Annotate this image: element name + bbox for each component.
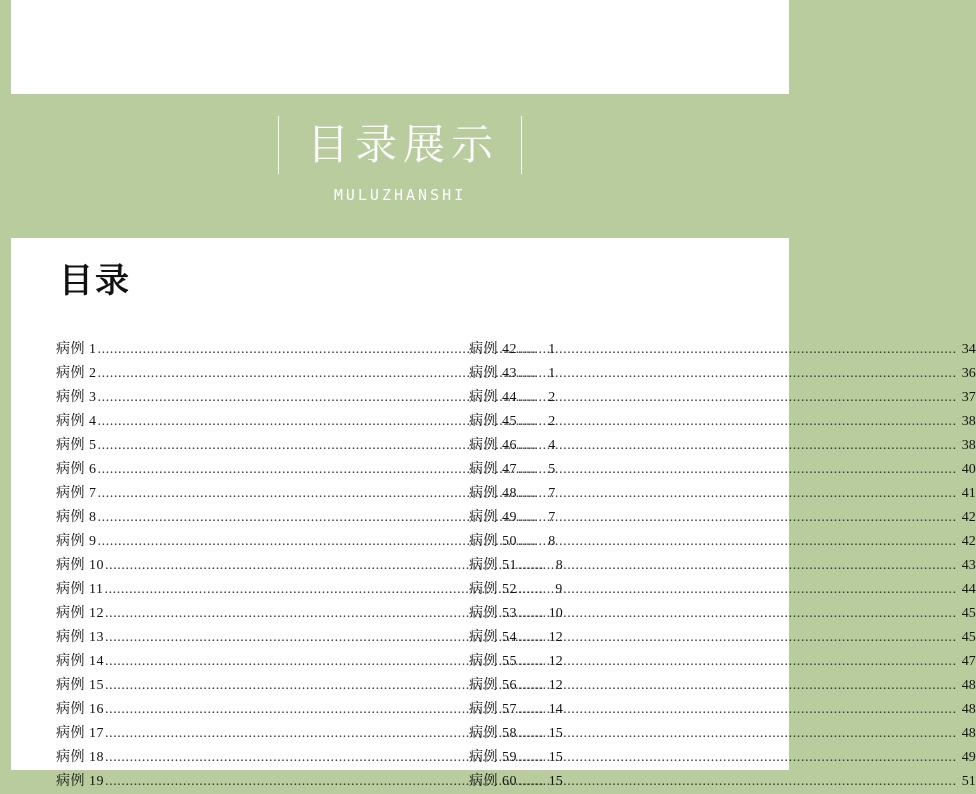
toc-entry-page-number: 51 — [961, 774, 976, 789]
toc-entry-label: 病例 14 — [56, 654, 104, 669]
toc-entry-page-number: 42 — [961, 510, 976, 525]
toc-dot-leader — [518, 362, 957, 386]
toc-entry[interactable] — [469, 458, 976, 482]
toc-entry-page-number: 15 — [548, 774, 563, 789]
toc-dot-leader — [518, 602, 957, 626]
toc-entry-label: 病例 2 — [56, 366, 97, 381]
toc-entry-page-number: 40 — [961, 462, 976, 477]
toc-entry[interactable] — [469, 770, 976, 794]
toc-entry-page-number: 44 — [961, 582, 976, 597]
toc-columns — [11, 338, 976, 794]
toc-entry-page-number: 12 — [548, 654, 563, 669]
toc-entry-label: 病例 59 — [469, 750, 517, 765]
toc-entry-page-number: 15 — [548, 750, 563, 765]
toc-entry-page-number: 49 — [961, 750, 976, 765]
toc-entry-label: 病例 7 — [56, 486, 97, 501]
toc-entry-label: 病例 4 — [56, 414, 97, 429]
toc-entry[interactable] — [469, 554, 976, 578]
toc-dot-leader — [518, 626, 957, 650]
toc-entry-page-number: 48 — [961, 726, 976, 741]
toc-entry-page-number: 38 — [961, 414, 976, 429]
toc-entry-page-number: 34 — [961, 342, 976, 357]
toc-entry[interactable] — [469, 338, 976, 362]
toc-entry-page-number: 12 — [548, 630, 563, 645]
toc-entry-label: 病例 60 — [469, 774, 517, 789]
toc-entry-label: 病例 52 — [469, 582, 517, 597]
toc-entry[interactable] — [469, 746, 976, 770]
toc-entry-label: 病例 13 — [56, 630, 104, 645]
toc-entry-label: 病例 46 — [469, 438, 517, 453]
toc-entry-label: 病例 45 — [469, 414, 517, 429]
toc-entry-page-number: 48 — [961, 702, 976, 717]
toc-entry[interactable] — [469, 626, 976, 650]
hero-right-rule — [521, 116, 522, 174]
toc-entry-page-number: 45 — [961, 630, 976, 645]
toc-entry[interactable] — [469, 434, 976, 458]
toc-entry[interactable] — [469, 362, 976, 386]
toc-dot-leader — [518, 674, 957, 698]
toc-entry-label: 病例 50 — [469, 534, 517, 549]
toc-heading: 目录 — [59, 261, 131, 301]
toc-entry-label: 病例 16 — [56, 702, 104, 717]
toc-entry[interactable] — [469, 578, 976, 602]
toc-entry[interactable] — [469, 410, 976, 434]
toc-entry-label: 病例 3 — [56, 390, 97, 405]
toc-entry[interactable] — [469, 674, 976, 698]
toc-entry-label: 病例 15 — [56, 678, 104, 693]
toc-entry-label: 病例 51 — [469, 558, 517, 573]
toc-dot-leader — [518, 458, 957, 482]
toc-entry-label: 病例 49 — [469, 510, 517, 525]
toc-entry-page-number: 2 — [548, 414, 556, 429]
toc-entry-page-number: 41 — [961, 486, 976, 501]
toc-dot-leader — [518, 698, 957, 722]
toc-entry-label: 病例 53 — [469, 606, 517, 621]
toc-entry-label: 病例 12 — [56, 606, 104, 621]
toc-entry-label: 病例 18 — [56, 750, 104, 765]
toc-entry-label: 病例 17 — [56, 726, 104, 741]
toc-dot-leader — [518, 746, 957, 770]
toc-dot-leader — [518, 578, 957, 602]
toc-entry-page-number: 7 — [548, 510, 556, 525]
toc-dot-leader — [518, 386, 957, 410]
toc-dot-leader — [518, 482, 957, 506]
toc-dot-leader — [518, 530, 957, 554]
toc-entry-label: 病例 58 — [469, 726, 517, 741]
toc-entry-label: 病例 56 — [469, 678, 517, 693]
toc-dot-leader — [518, 434, 957, 458]
top-white-band — [11, 0, 789, 94]
toc-entry-label: 病例 10 — [56, 558, 104, 573]
toc-entry-label: 病例 54 — [469, 630, 517, 645]
toc-entry-page-number: 8 — [555, 558, 563, 573]
toc-entry-page-number: 12 — [548, 678, 563, 693]
toc-entry[interactable] — [469, 650, 976, 674]
toc-entry-page-number: 14 — [548, 702, 563, 717]
toc-entry-label: 病例 8 — [56, 510, 97, 525]
toc-entry-page-number: 15 — [548, 726, 563, 741]
toc-dot-leader — [518, 338, 957, 362]
toc-column-right — [452, 338, 976, 794]
toc-entry-page-number: 10 — [548, 606, 563, 621]
toc-entry[interactable] — [469, 386, 976, 410]
clipped-page-heading — [11, 0, 789, 4]
toc-entry[interactable] — [469, 722, 976, 746]
toc-entry[interactable] — [469, 482, 976, 506]
toc-entry-label: 病例 11 — [56, 582, 104, 597]
toc-entry-label: 病例 48 — [469, 486, 517, 501]
toc-entry-page-number: 5 — [548, 462, 556, 477]
toc-entry-page-number: 4 — [548, 438, 556, 453]
toc-entry[interactable] — [469, 530, 976, 554]
toc-entry-page-number: 36 — [961, 366, 976, 381]
toc-entry-page-number: 38 — [961, 438, 976, 453]
toc-entry-page-number: 45 — [961, 606, 976, 621]
hero-subtitle-pinyin: MULUZHANSHI — [333, 186, 467, 204]
toc-entry-label: 病例 5 — [56, 438, 97, 453]
toc-entry-label: 病例 1 — [56, 342, 97, 357]
toc-entry-page-number: 42 — [961, 534, 976, 549]
toc-entry-page-number: 2 — [548, 390, 556, 405]
toc-dot-leader — [518, 506, 957, 530]
toc-dot-leader — [518, 410, 957, 434]
toc-dot-leader — [518, 554, 957, 578]
table-of-contents-panel — [11, 238, 976, 789]
toc-entry[interactable] — [469, 506, 976, 530]
toc-entry-label: 病例 55 — [469, 654, 517, 669]
toc-entry-label: 病例 6 — [56, 462, 97, 477]
toc-entry-page-number: 48 — [961, 678, 976, 693]
toc-entry-label: 病例 47 — [469, 462, 517, 477]
toc-entry-page-number: 8 — [548, 534, 556, 549]
toc-entry-label: 病例 57 — [469, 702, 517, 717]
toc-dot-leader — [518, 650, 957, 674]
toc-entry-page-number: 9 — [555, 582, 563, 597]
hero-left-rule — [278, 116, 279, 174]
toc-entry[interactable] — [469, 698, 976, 722]
toc-entry-page-number: 7 — [548, 486, 556, 501]
toc-dot-leader — [518, 770, 957, 794]
toc-entry-page-number: 1 — [548, 366, 556, 381]
toc-entry-page-number: 37 — [961, 390, 976, 405]
toc-entry-label: 病例 44 — [469, 390, 517, 405]
toc-entry-label: 病例 19 — [56, 774, 104, 789]
toc-entry-page-number: 47 — [961, 654, 976, 669]
toc-entry-label: 病例 43 — [469, 366, 517, 381]
toc-entry-page-number: 43 — [961, 558, 976, 573]
hero-content — [0, 116, 800, 204]
catalog-hero-banner — [0, 94, 800, 238]
toc-dot-leader — [518, 722, 957, 746]
hero-title: 目录展示 — [306, 120, 499, 169]
toc-entry-label: 病例 42 — [469, 342, 517, 357]
toc-entry-page-number: 1 — [548, 342, 556, 357]
toc-entry-label: 病例 9 — [56, 534, 97, 549]
hero-title-row — [278, 116, 522, 174]
toc-entry[interactable] — [469, 602, 976, 626]
